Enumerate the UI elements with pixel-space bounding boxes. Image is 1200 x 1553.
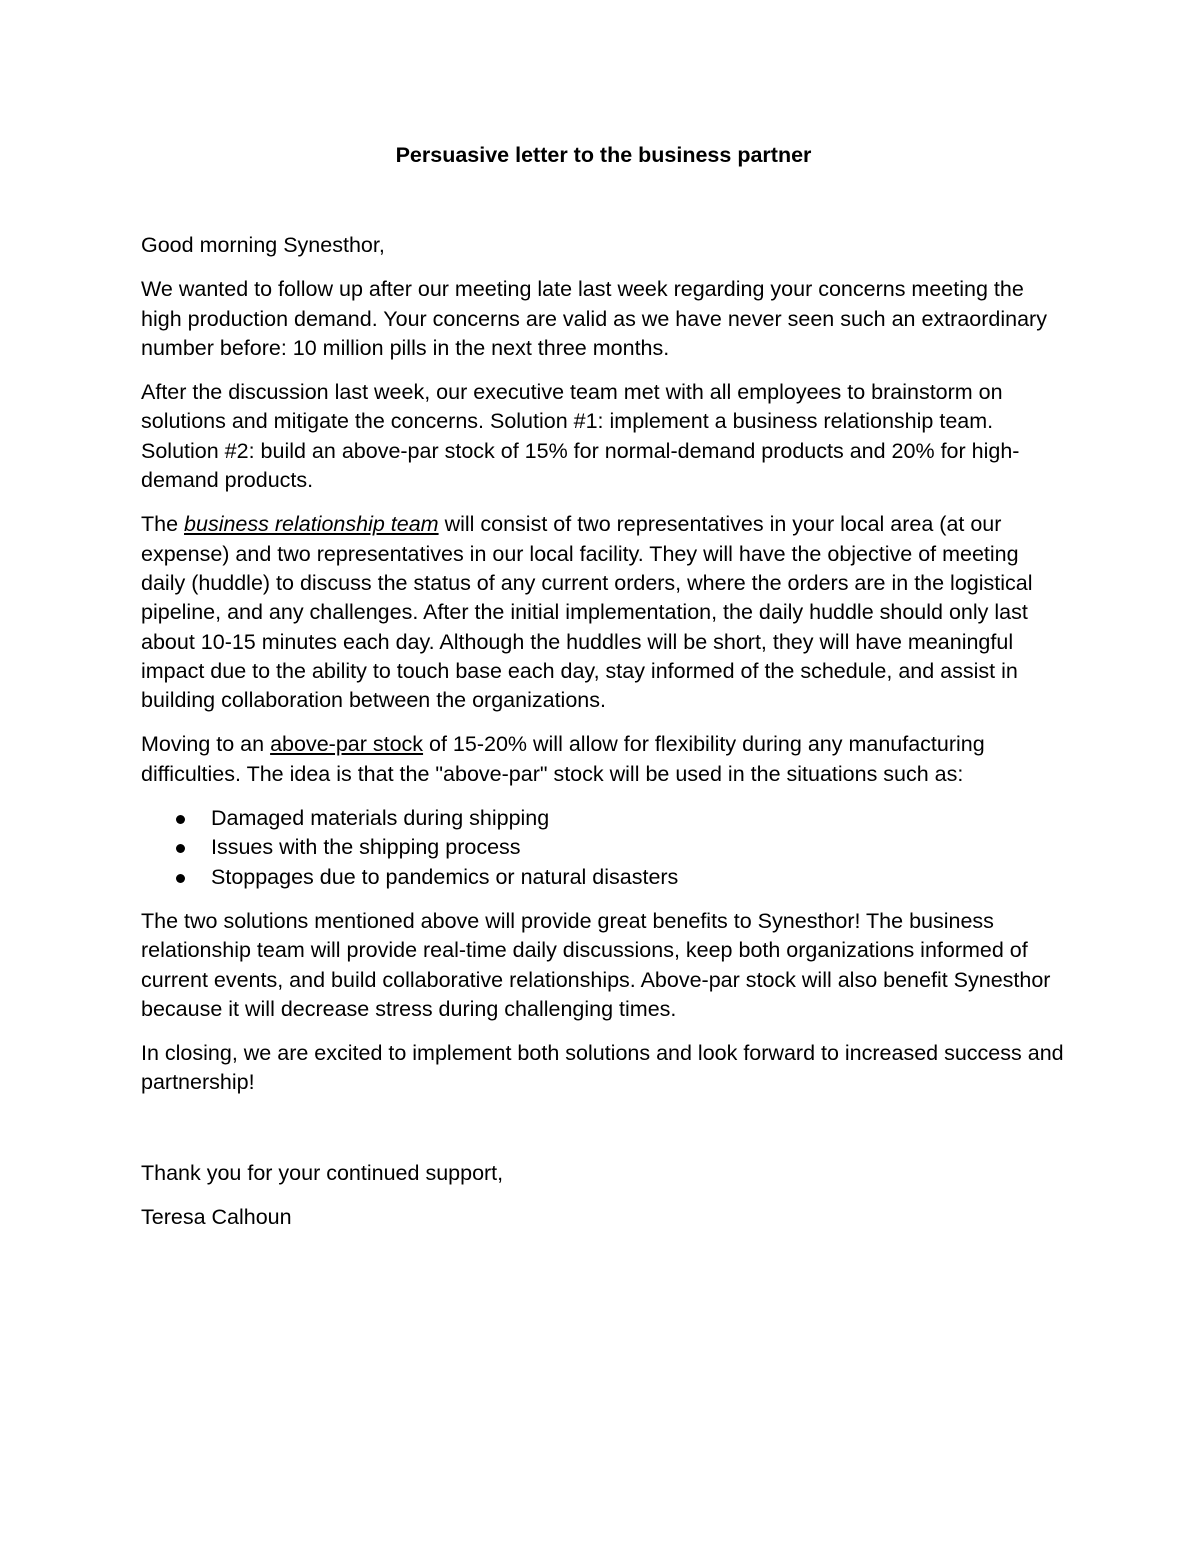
situations-list [141,804,1066,892]
paragraph-closing: In closing, we are excited to implement both solutions and look forward to increased success and partnership! [141,1041,1064,1095]
paragraph-relationship-team [141,510,1066,715]
list-item [141,833,1066,862]
paragraph-benefits: The two solutions mentioned above will provide great benefits to Synesthor! The business relationship team will provide real-time daily discussions, keep both organizations informed of current events, and build collaborative relationships. Above-par stock will also benefit Synesthor because it will decrease stress during challenging times. [141,908,1051,1021]
paragraph-followup: We wanted to follow up after our meeting late last week regarding your concerns meeting the high production demand. Your concerns are valid as we have never seen such an extraordinary number before: 10 million pills in the next three months. [141,277,1047,360]
above-par-stock-link[interactable]: above-par stock [270,732,424,757]
spacer [141,1113,1066,1159]
letter-title: Persuasive letter to the business partner [395,143,812,167]
list-item-text: Stoppages due to pandemics or natural disasters [211,864,679,889]
letter-body [141,140,1066,1247]
signature: Teresa Calhoun [141,1205,292,1230]
paragraph-text: The [141,512,185,537]
list-item [141,863,1066,892]
list-item-text: Issues with the shipping process [211,835,521,860]
list-item-text: Damaged materials during shipping [211,806,550,831]
bullet-icon [176,874,185,883]
paragraph-solutions: After the discussion last week, our executive team met with all employees to brainstorm on solutions and mitigate the concerns. Solution #1: implement a business relationship team. Solution #2: build an above-par stock of 15% for normal-demand products and 20% for high-demand products. [141,380,1020,493]
paragraph-text: of 15-20% will allow for flexibility during any manufacturing difficulties. The idea is that the "above-par" stock will be used in the situations such as: [141,732,985,786]
paragraph-text: will consist of two representatives in your local area (at our expense) and two representatives in our local facility. They will have the objective of meeting daily (huddle) to discuss the status of any current orders, where the orders are in the logistical pipeline, and any challenges. After the initial implementation, the daily huddle should only last about 10-15 minutes each day. Although the huddles will be short, they will have meaningful impact due to the ability to touch base each day, stay informed of the schedule, and assist in building collaboration between the organizations. [141,512,1033,713]
list-item [141,804,1066,833]
paragraph-text: Moving to an [141,732,271,757]
business-relationship-team-link[interactable]: business relationship team [184,512,439,537]
bullet-icon [176,844,185,853]
greeting: Good morning Synesthor, [141,233,385,257]
signoff: Thank you for your continued support, [141,1160,504,1185]
bullet-icon [176,815,185,824]
paragraph-above-par [141,730,1066,789]
